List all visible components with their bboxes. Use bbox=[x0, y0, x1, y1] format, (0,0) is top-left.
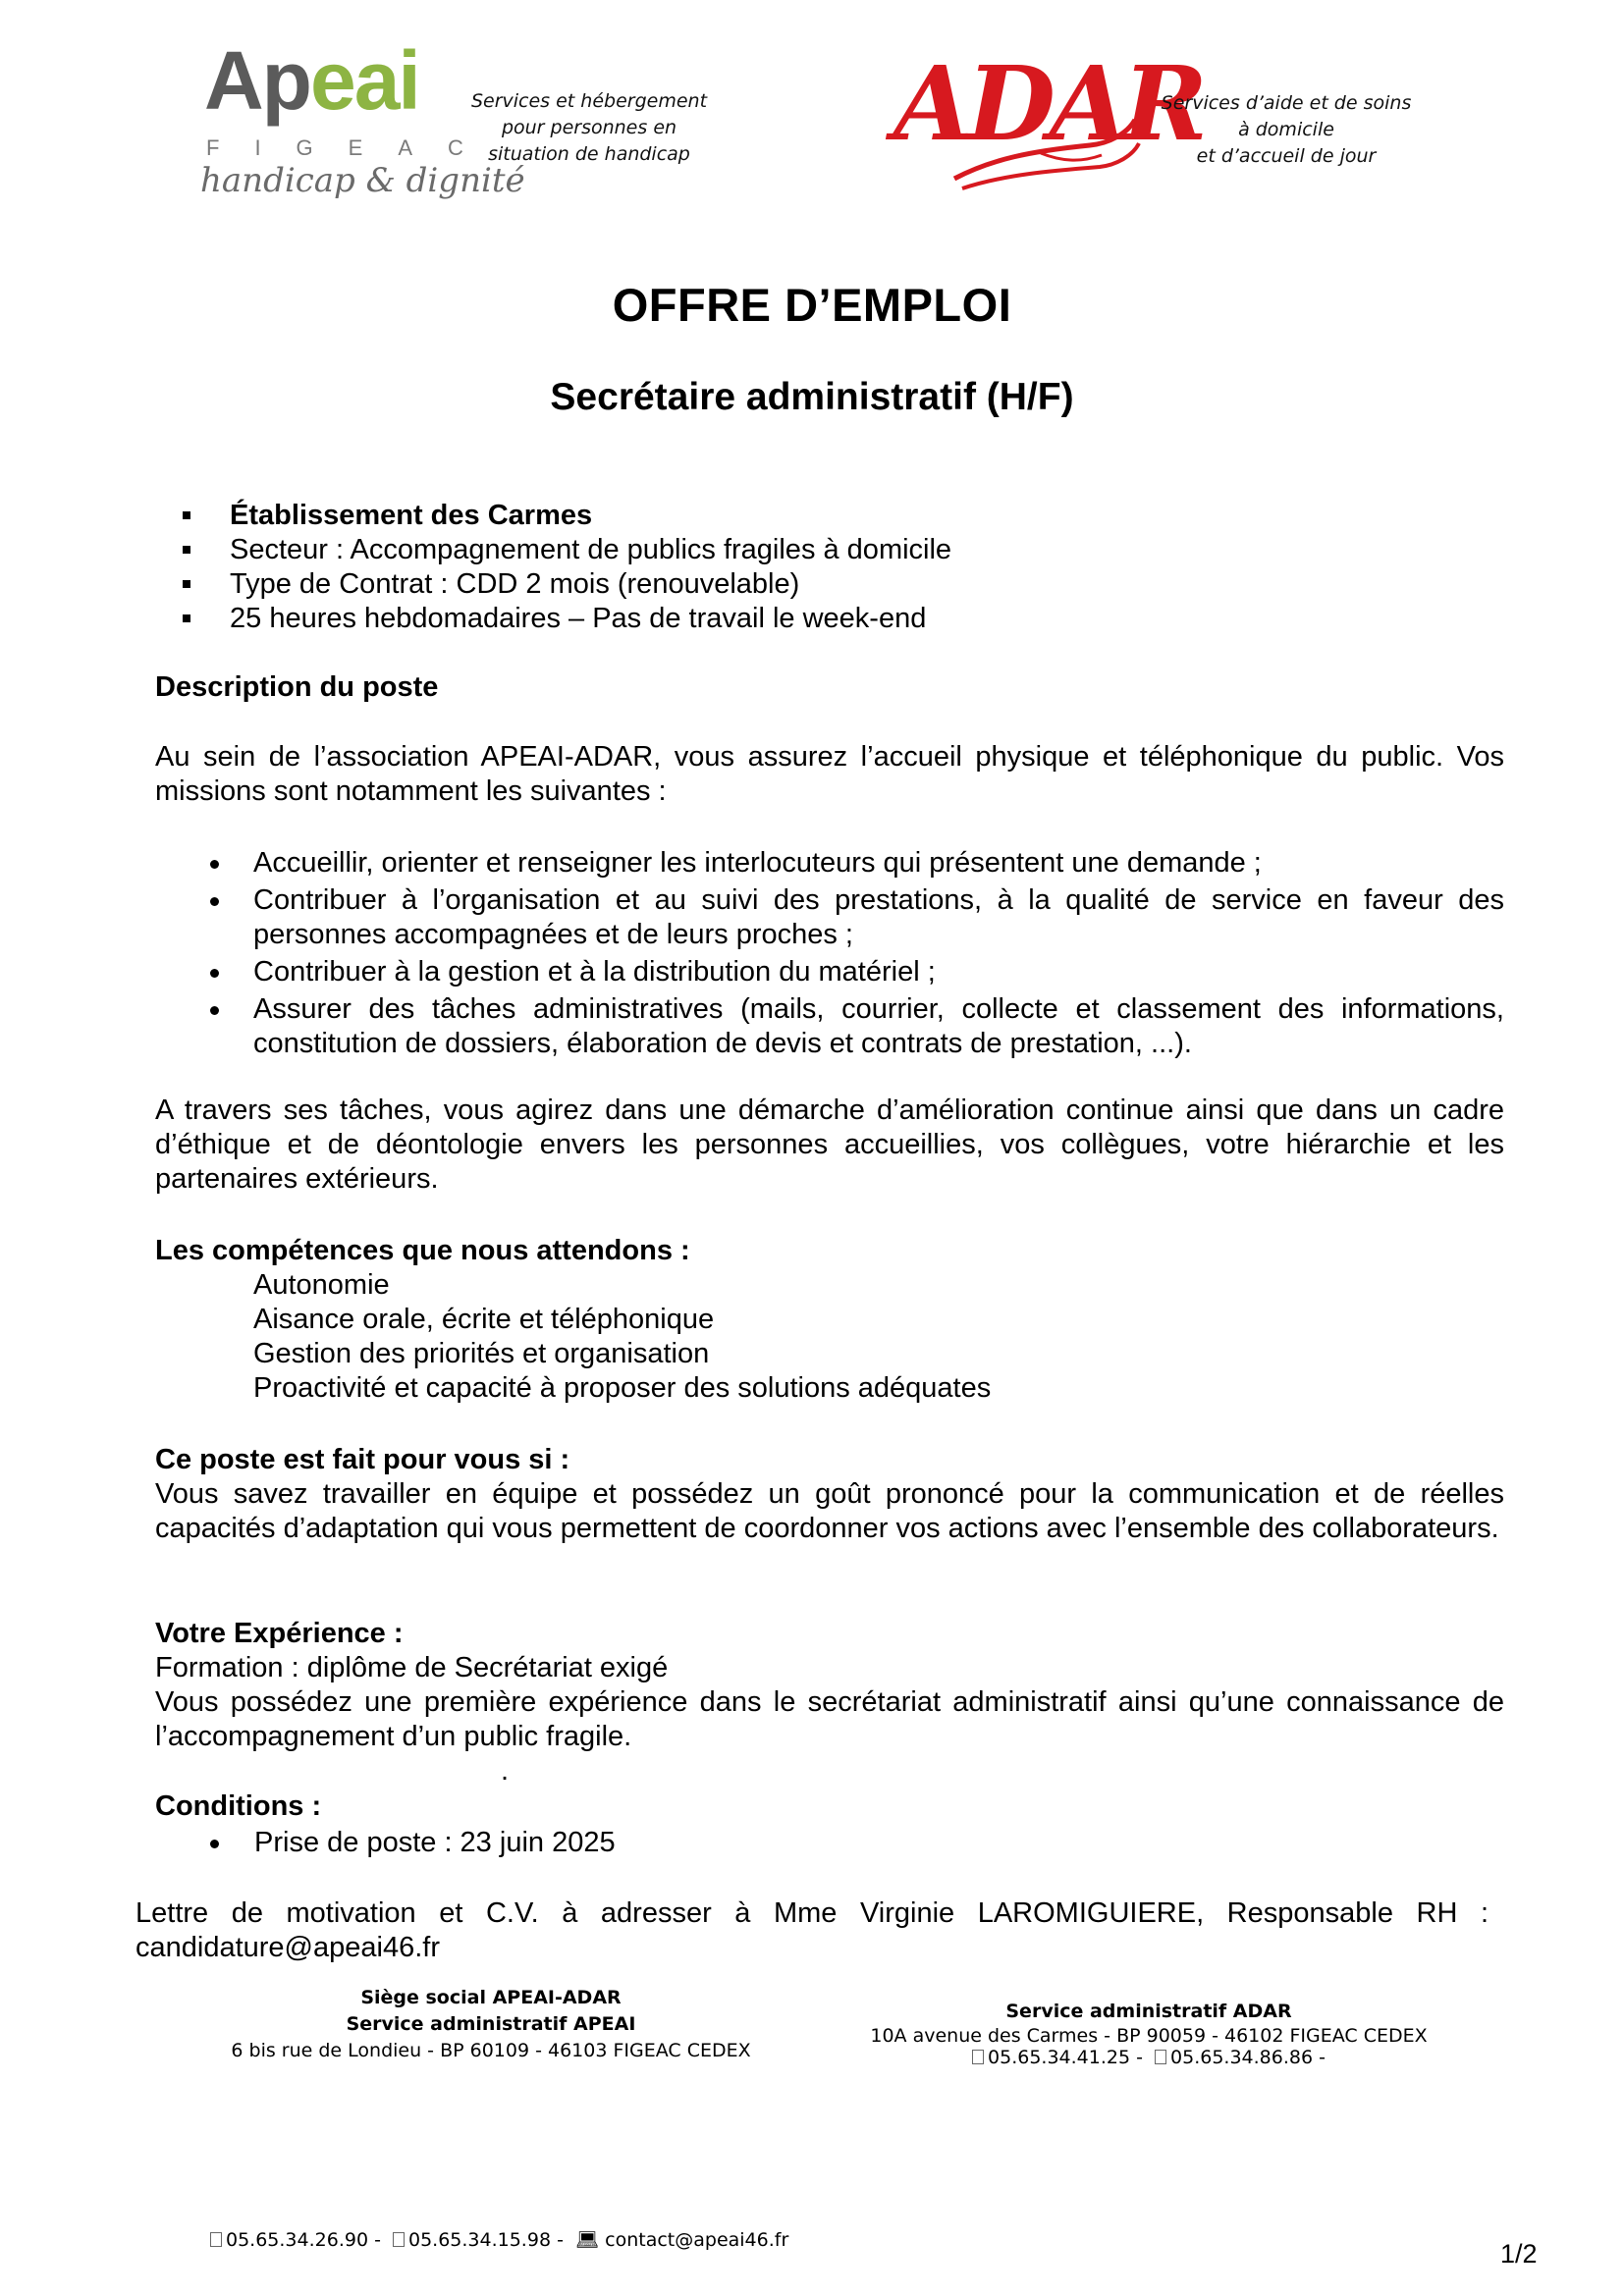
skill-item: Proactivité et capacité à proposer des solutions adéquates bbox=[253, 1372, 992, 1404]
application-instructions: Lettre de motivation et C.V. à adresser à Mme Virginie LAROMIGUIERE, Responsable RH : candidature@apeai46.fr bbox=[135, 1897, 1489, 1963]
apeai-services-caption bbox=[452, 88, 727, 168]
apeai-logo-wordmark: Apeai bbox=[204, 34, 419, 127]
experience-training: Formation : diplôme de Secrétariat exigé bbox=[155, 1652, 669, 1683]
contact-phone: 05.65.34.26.90 - bbox=[226, 2229, 381, 2251]
description-closing: A travers ses tâches, vous agirez dans une démarche d’amélioration continue ainsi que dans un cadre d’éthique et de déontologie envers les personnes accueillies, vos collègues, votre hiérarchie et les partenaires extérieurs. bbox=[155, 1095, 1504, 1195]
phone-icon bbox=[210, 2232, 222, 2247]
footer-adar-office bbox=[864, 1999, 1434, 2068]
mission-item: Contribuer à l’organisation et au suivi des prestations, à la qualité de service en faveur des personnes accompagnées et de leurs proches ; bbox=[206, 883, 1504, 952]
adar-logo-text: ADAR bbox=[893, 43, 1202, 164]
caption-line: Services et hébergement bbox=[470, 90, 708, 112]
caption-line: et d’accueil de jour bbox=[1196, 145, 1377, 167]
adar-logo-mark bbox=[893, 43, 1202, 196]
apeai-logo-city: FIGEAC bbox=[206, 135, 499, 160]
experience-heading: Votre Expérience : bbox=[155, 1618, 404, 1649]
footer-contact-line bbox=[210, 2228, 788, 2251]
footer-phones bbox=[864, 2048, 1434, 2068]
description-heading: Description du poste bbox=[155, 671, 439, 703]
conditions-list bbox=[206, 1826, 1504, 1860]
skills-list bbox=[253, 1268, 1235, 1406]
skill-item: Aisance orale, écrite et téléphonique bbox=[253, 1304, 715, 1335]
mission-item: Contribuer à la gestion et à la distribution du matériel ; bbox=[206, 955, 1504, 989]
mission-item: Assurer des tâches administratives (mails, courrier, collecte et classement des informations, constitution de dossiers, élaboration de devis et contrats de prestation, ...). bbox=[206, 992, 1504, 1061]
skill-item: Autonomie bbox=[253, 1269, 390, 1301]
caption-line: situation de handicap bbox=[488, 143, 690, 165]
apeai-logo-tagline: handicap & dignité bbox=[200, 161, 525, 200]
job-summary-list bbox=[183, 499, 1361, 636]
apeai-logo bbox=[194, 34, 525, 206]
caption-line: pour personnes en bbox=[501, 117, 677, 138]
caption-line: à domicile bbox=[1238, 119, 1334, 140]
page-number: 1/2 bbox=[1500, 2239, 1538, 2269]
footer-line: 10A avenue des Carmes - BP 90059 - 46102 FIGEAC CEDEX bbox=[870, 2025, 1428, 2047]
summary-item: 25 heures hebdomadaires – Pas de travail le week-end bbox=[183, 602, 1361, 636]
footer-line: 6 bis rue de Londieu - BP 60109 - 46103 FIGEAC CEDEX bbox=[231, 2040, 751, 2061]
condition-item: Prise de poste : 23 juin 2025 bbox=[206, 1826, 1504, 1860]
caption-line: Services d’aide et de soins bbox=[1161, 92, 1412, 114]
experience-text: Vous possédez une première expérience dans le secrétariat administratif ainsi qu’une connaissance de l’accompagnement d’un public fragile. bbox=[155, 1686, 1504, 1752]
footer-line: Service administratif ADAR bbox=[1005, 2001, 1292, 2022]
contact-email[interactable]: contact@apeai46.fr bbox=[605, 2229, 789, 2251]
description-intro: Au sein de l’association APEAI-ADAR, vous assurez l’accueil physique et téléphonique du public. Vos missions sont notamment les suivantes : bbox=[155, 741, 1504, 807]
skill-item: Gestion des priorités et organisation bbox=[253, 1338, 710, 1369]
adar-services-caption bbox=[1139, 90, 1434, 170]
footer-head-office bbox=[216, 1985, 766, 2064]
missions-list bbox=[206, 846, 1504, 1061]
fax-icon bbox=[393, 2232, 405, 2247]
adar-logo bbox=[893, 43, 1202, 196]
fit-heading: Ce poste est fait pour vous si : bbox=[155, 1444, 570, 1475]
fit-text: Vous savez travailler en équipe et possédez un goût prononcé pour la communication et de réelles capacités d’adaptation qui vous permettent de coordonner vos actions avec l’ensemble des collaborateurs. bbox=[155, 1478, 1504, 1544]
conditions-heading: Conditions : bbox=[155, 1790, 322, 1822]
computer-icon: 💻︎ bbox=[574, 2229, 600, 2251]
contact-fax: 05.65.34.15.98 - bbox=[407, 2229, 564, 2251]
fax-number: 05.65.34.86.86 - bbox=[1170, 2047, 1326, 2068]
stray-dot: . bbox=[501, 1755, 510, 1787]
summary-item: Type de Contrat : CDD 2 mois (renouvelable) bbox=[183, 567, 1361, 602]
summary-item: Secteur : Accompagnement de publics fragiles à domicile bbox=[183, 533, 1361, 567]
document-title: OFFRE D’EMPLOI bbox=[612, 279, 1012, 331]
summary-item: Établissement des Carmes bbox=[183, 499, 1361, 533]
skills-heading: Les compétences que nous attendons : bbox=[155, 1235, 690, 1266]
job-title: Secrétaire administratif (H/F) bbox=[550, 376, 1074, 418]
mission-item: Accueillir, orienter et renseigner les interlocuteurs qui présentent une demande ; bbox=[206, 846, 1504, 881]
footer-line: Service administratif APEAI bbox=[346, 2013, 636, 2035]
footer-line: Siège social APEAI-ADAR bbox=[360, 1987, 622, 2008]
fax-icon bbox=[1155, 2050, 1166, 2064]
phone-number: 05.65.34.41.25 - bbox=[988, 2047, 1143, 2068]
phone-icon bbox=[972, 2050, 984, 2064]
